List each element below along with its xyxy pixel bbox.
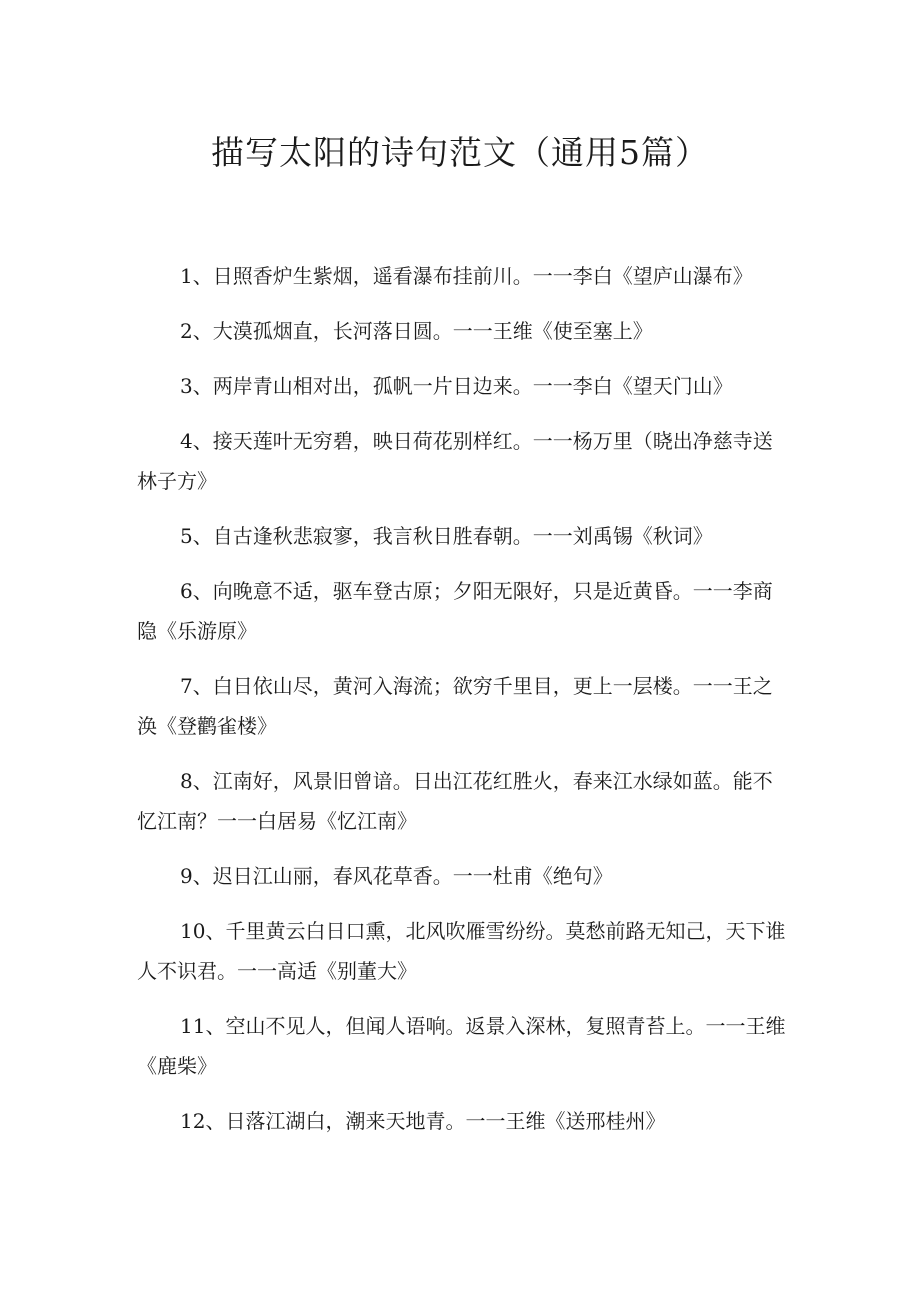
poem-item-12: 12、日落江湖白，潮来天地青。一一王维《送邢桂州》	[180, 1109, 666, 1133]
poem-item-9: 9、迟日江山丽，春风花草香。一一杜甫《绝句》	[180, 864, 613, 888]
poem-item-8: 8、江南好，风景旧曾谙。日出江花红胜火，春来江水绿如蓝。能不忆江南？一一白居易《忆江南》	[137, 769, 773, 833]
poem-item-10: 10、千里黄云白日口熏，北风吹雁雪纷纷。莫愁前路无知己，天下谁人不识君。一一高适《别董大》	[137, 919, 786, 983]
poem-item-6: 6、向晚意不适，驱车登古原；夕阳无限好，只是近黄昏。一一李商隐《乐游原》	[137, 579, 773, 643]
poem-item-5: 5、自古逢秋悲寂寥，我言秋日胜春朝。一一刘禹锡《秋词》	[180, 524, 713, 548]
poem-item-1: 1、日照香炉生紫烟，遥看瀑布挂前川。一一李白《望庐山瀑布》	[180, 264, 753, 288]
poem-item-7: 7、白日依山尽，黄河入海流；欲穷千里目，更上一层楼。一一王之涣《登鹳雀楼》	[137, 674, 773, 738]
poem-item-4: 4、接天莲叶无穷碧，映日荷花别样红。一一杨万里（晓出净慈寺送林子方》	[137, 429, 773, 493]
document-title: 描写太阳的诗句范文（通用5篇）	[211, 133, 709, 172]
poem-item-11: 11、空山不见人，但闻人语响。返景入深林，复照青苔上。一一王维《鹿柴》	[137, 1014, 786, 1078]
poem-list	[137, 256, 787, 1156]
poem-item-3: 3、两岸青山相对出，孤帆一片日边来。一一李白《望天门山》	[180, 374, 733, 398]
poem-item-2: 2、大漠孤烟直，长河落日圆。一一王维《使至塞上》	[180, 319, 653, 343]
